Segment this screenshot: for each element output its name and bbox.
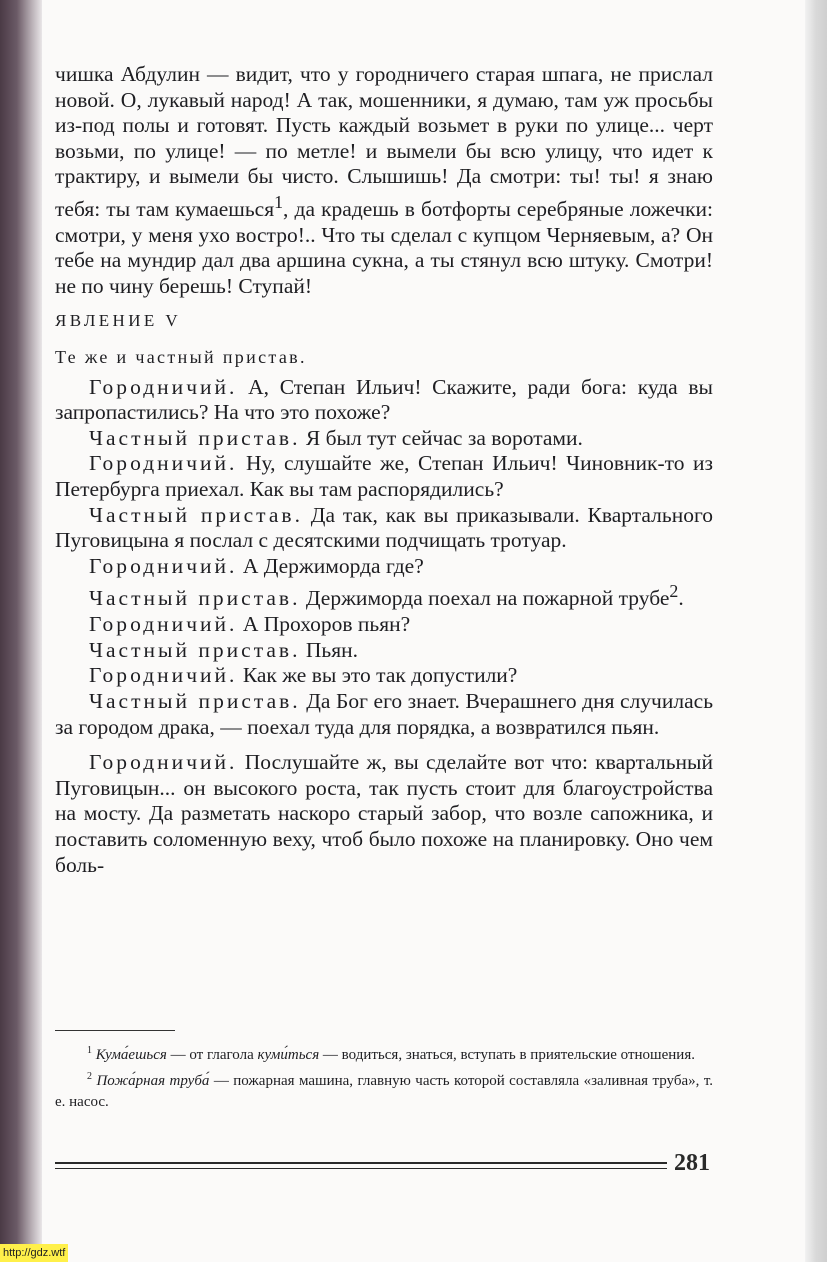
line-text: А Держиморда где? xyxy=(237,553,424,578)
line-text: Я был тут сейчас за воротами. xyxy=(300,425,583,450)
speaker: Городничий. xyxy=(89,451,238,476)
speaker: Частный пристав. xyxy=(89,688,301,713)
footnote-term: Кума́ешься xyxy=(95,1047,167,1063)
footnotes xyxy=(55,1040,713,1113)
footnote-ref-1: 1 xyxy=(274,191,284,212)
speaker: Городничий. xyxy=(89,374,238,399)
line-text: Послушайте ж, вы сделайте вот что: квартальный Пуговицын... он высокого роста, так пусть стоит для благоустройства на мосту. Да разметать наскоро старый забор, что возле сапожника, и поставить соломенную веху, чтоб было похоже на планировку. Оно чем боль- xyxy=(55,750,713,877)
line-text: Как же вы это так допустили? xyxy=(237,663,518,688)
page-body xyxy=(55,62,713,878)
page-number: 281 xyxy=(674,1150,710,1176)
intro-paragraph xyxy=(55,62,713,300)
intro-text-tail: , да крадешь в ботфорты серебряные ложечки: смотри, у меня ухо востро!.. Что ты сделал с купцом Черняевым, а? Он тебе на мундир дал два аршина сукна, а ты стянул всю штуку. Смотри! не по чину берешь! Ступай! xyxy=(55,197,713,298)
footnote-2 xyxy=(55,1066,713,1113)
dialogue-line xyxy=(55,503,713,554)
speaker: Городничий. xyxy=(89,553,238,578)
footnote-root: куми́ться xyxy=(257,1047,320,1063)
footnote-1 xyxy=(55,1040,713,1066)
line-text: Ну, слушайте же, Степан Ильич! Чиновник-то из Петербурга приехал. Как вы там распорядились? xyxy=(55,451,713,502)
page-footer-rule xyxy=(55,1162,667,1169)
line-text: Да так, как вы приказывали. Квартального Пуговицына я послал с десятскими подчищать тротуар. xyxy=(55,502,713,553)
dialogue-line xyxy=(55,426,713,452)
scene-subheading: Те же и частный пристав. xyxy=(55,347,307,368)
footnote-divider xyxy=(55,1030,175,1031)
intro-text: чишка Абдулин — видит, что у городничего старая шпага, не прислал новой. О, лукавый народ! А так, мошенники, я думаю, там уж просьбы из-под полы и готовят. Пусть каждый возьмет в руки по улице... черт возьми, по улице! — по метле! и вымели бы всю улицу, что идет к трактиру, и вымели бы чисто. Слышишь! Да смотри: ты! ты! я знаю тебя: ты там кумаешься xyxy=(55,62,713,222)
line-text: А Прохоров пьян? xyxy=(237,612,411,637)
line-text: А, Степан Ильич! Скажите, ради бога: куда вы запропастились? На что это похоже? xyxy=(55,374,713,425)
footnote-number: 1 xyxy=(87,1045,92,1056)
footnote-number: 2 xyxy=(87,1071,92,1082)
speaker: Городничий. xyxy=(89,612,238,637)
line-tail: . xyxy=(678,586,684,611)
speaker: Частный пристав. xyxy=(89,637,301,662)
speaker: Городничий. xyxy=(89,663,238,688)
watermark-link[interactable]: http://gdz.wtf xyxy=(0,1244,68,1262)
dialogue-line xyxy=(55,375,713,426)
page-edge xyxy=(805,0,827,1262)
speaker: Частный пристав. xyxy=(89,586,301,611)
footnote-connector: — от глагола xyxy=(166,1047,258,1063)
line-text: Держиморда поехал на пожарной трубе xyxy=(300,586,670,611)
scene-heading: ЯВЛЕНИЕ V xyxy=(55,310,182,330)
footnote-term: Пожа́рная труба́ xyxy=(96,1073,210,1089)
dialogue-line xyxy=(55,663,713,689)
book-spine-shadow xyxy=(0,0,42,1262)
dialogue-line xyxy=(55,579,713,612)
line-text: Пьян. xyxy=(300,637,358,662)
dialogue-line xyxy=(55,689,713,740)
speaker: Частный пристав. xyxy=(89,425,301,450)
dialogue-line xyxy=(55,554,713,580)
footnote-ref-2: 2 xyxy=(669,581,679,602)
speaker: Частный пристав. xyxy=(89,502,303,527)
footnote-definition: — водиться, знаться, вступать в приятельские отношения. xyxy=(319,1047,695,1063)
dialogue-line xyxy=(55,451,713,502)
footnote-definition: — пожарная машина, главную часть которой составляла «заливная труба», т. е. насос. xyxy=(55,1073,713,1110)
dialogue-line xyxy=(55,638,713,664)
dialogue-line xyxy=(55,750,713,878)
dialogue-line xyxy=(55,612,713,638)
speaker: Городничий. xyxy=(89,750,238,775)
line-text: Да Бог его знает. Вчерашнего дня случилась за городом драка, — поехал туда для порядка, а возвратился пьян. xyxy=(55,688,714,739)
